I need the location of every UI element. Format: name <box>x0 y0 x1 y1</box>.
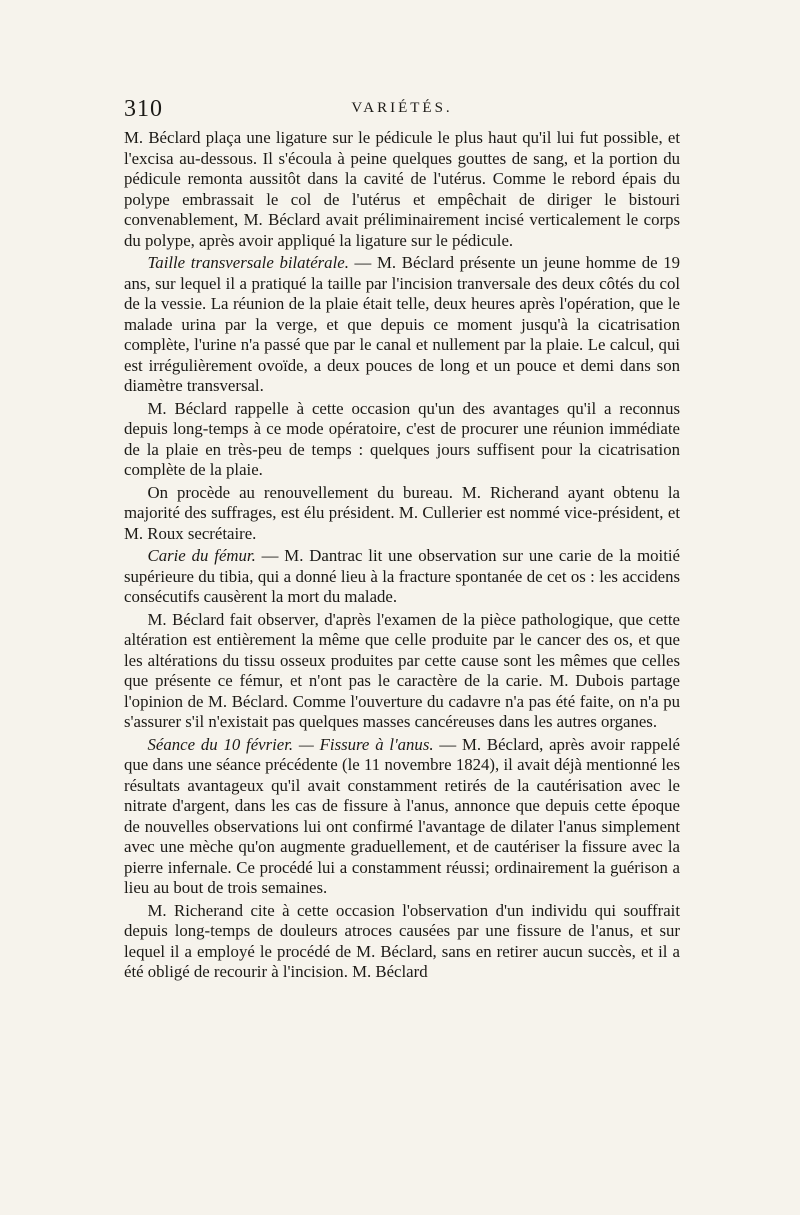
running-title: VARIÉTÉS. <box>351 100 453 116</box>
paragraph-3: M. Béclard rappelle à cette occasion qu'un des avantages qu'il a reconnus depuis long-temps à ce mode opératoire, c'est de procurer une réunion immédiate de la plaie en très-peu de temps : quelques jours suffisent pour la cicatrisation complète de la plaie. <box>124 398 680 479</box>
paragraph-1: M. Béclard plaça une ligature sur le pédicule le plus haut qu'il lui fut possible, et l'excisa au-dessous. Il s'écoula à peine quelques gouttes de sang, et la portion du pédicule remonta aussitôt dans la cavité de l'utérus. Comme le rebord épais du polype embrassait le col de l'utérus et empêchait de diriger le bistouri convenablement, M. Béclard avait préliminairement incisé verticalement le corps du polype, après avoir appliqué la ligature sur le pédicule. <box>124 128 680 250</box>
paragraph-6: M. Béclard fait observer, d'après l'examen de la pièce pathologique, que cette altération est entièrement la même que celle produite par le cancer des os, et que les altérations du tissu osseux produites par cette cause sont les mêmes que celles que présente ce fémur, et n'ont pas le caractère de la carie. M. Dubois partage l'opinion de M. Béclard. Comme l'ouverture du cadavre n'a pas été faite, on n'a pu s'assurer s'il n'existait pas quelques masses cancéreuses dans les autres organes. <box>124 609 680 731</box>
paragraph-2: Taille transversale bilatérale. — M. Béclard présente un jeune homme de 19 ans, sur lequel il a pratiqué la taille par l'incision tranversale des deux côtés du col de la vessie. La réunion de la plaie était telle, deux heures après l'opération, que le malade urina par la verge, et que depuis ce moment jusqu'à la cicatrisation complète, l'urine n'a passé que par le canal et nullement par la plaie. Le calcul, qui est irrégulièrement ovoïde, a deux pouces de long et un pouce et demi dans son diamètre transversal. <box>124 253 680 395</box>
paragraph-5: Carie du fémur. — M. Dantrac lit une observation sur une carie de la moitié supérieure du tibia, qui a donné lieu à la fracture spontanée de cet os : les accidens consécutifs causèrent la mort du malade. <box>124 546 680 606</box>
section-lead: Taille transversale bilatérale. <box>147 253 349 272</box>
paragraph-4: On procède au renouvellement du bureau. M. Richerand ayant obtenu la majorité des suffrages, est élu président. M. Cullerier est nommé vice-président, et M. Roux secrétaire. <box>124 482 680 543</box>
paragraph-7: Séance du 10 février. — Fissure à l'anus. — M. Béclard, après avoir rappelé que dans une séance précédente (le 11 novembre 1824), il avait déjà mentionné les résultats avantageux qu'il avait constamment retirés de la cautérisation avec le nitrate d'argent, dans les cas de fissure à l'anus, annonce que depuis cette époque de nouvelles observations lui ont confirmé l'avantage de dilater l'anus simplement avec une mèche qu'on augmente graduellement, et de cautériser la fissure avec la pierre infernale. Ce procédé lui a constamment réussi; ordinairement la guérison a lieu au bout de trois semaines. <box>124 734 680 897</box>
paragraph-8: M. Richerand cite à cette occasion l'observation d'un individu qui souffrait depuis long-temps de douleurs atroces causées par une fissure de l'anus, et sur lequel il a employé le procédé de M. Béclard, sans en retirer aucun succès, et il a été obligé de recourir à l'incision. M. Béclard <box>124 900 680 981</box>
page-header <box>124 96 680 126</box>
body-text <box>124 128 680 983</box>
page-number: 310 <box>124 96 163 122</box>
section-lead: Séance du 10 février. — Fissure à l'anus. <box>147 734 434 754</box>
section-lead: Carie du fémur. <box>147 546 256 565</box>
